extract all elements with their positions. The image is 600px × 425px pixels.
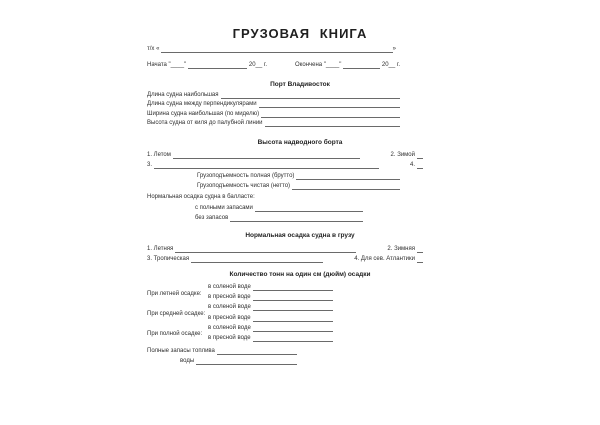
freeboard-summer-label: 1. Летом	[147, 152, 171, 158]
vessel-prefix-label: т/х «	[147, 46, 160, 52]
draft-winter-label: 2. Зимняя	[387, 246, 415, 252]
ship-height-blank	[265, 126, 400, 127]
tons-full-label: При полной осадке:	[147, 331, 203, 338]
draft-north-atlantic-blank	[417, 262, 423, 263]
ship-length-perpendiculars-blank	[259, 107, 400, 108]
tons-medium-fresh-line	[208, 315, 333, 322]
ballast-no-supplies-label: без запасов	[195, 214, 229, 221]
section-heading-tons-per-cm: Количество тонн на один см (дюйм) осадки	[229, 271, 371, 278]
ship-length-perpendiculars-label: Длина судна между перпендикулярами	[147, 101, 257, 108]
draft-tropical-field	[147, 256, 323, 263]
started-month-blank	[188, 68, 247, 69]
port-section	[147, 92, 423, 130]
fuel-supplies-label: Полные запасы топлива	[147, 348, 215, 354]
capacity-block	[147, 173, 423, 193]
ballast-no-supplies-blank	[230, 221, 363, 222]
vessel-suffix-label: »	[392, 46, 396, 52]
finished-label: Окончена "____"	[295, 62, 342, 68]
tons-summer-salt-blank	[253, 290, 333, 291]
section-heading-loaded-draft: Нормальная осадка судна в грузу	[245, 232, 355, 239]
ship-width-blank	[261, 117, 400, 118]
tons-medium-label: При средней осадке:	[147, 311, 206, 318]
loaded-draft-section	[147, 246, 423, 263]
finished-year-label: 20__ г.	[381, 62, 400, 68]
vessel-name-blank	[161, 52, 392, 53]
dates-spacer	[267, 62, 295, 69]
loaded-row-2	[147, 256, 423, 263]
tons-full-fresh-blank	[253, 341, 333, 342]
freeboard-3-blank	[154, 168, 379, 169]
freeboard-4-blank	[417, 168, 423, 169]
started-year-label: 20__ г.	[248, 62, 267, 68]
page-title: ГРУЗОВАЯ КНИГА	[232, 26, 368, 41]
capacity-gross-blank	[296, 179, 400, 180]
tons-medium-salt-blank	[253, 310, 333, 311]
fuel-supplies-blank	[217, 354, 297, 355]
ballast-no-supplies-line	[195, 215, 363, 222]
ballast-section	[147, 194, 423, 222]
vessel-name-line	[147, 46, 396, 53]
freeboard-section	[147, 152, 423, 169]
draft-summer-field	[147, 246, 356, 253]
loaded-row-1	[147, 246, 423, 253]
started-date-field	[147, 62, 267, 69]
tons-full-fresh-line	[208, 335, 333, 342]
draft-tropical-blank	[191, 262, 323, 263]
ship-length-perpendiculars-line	[147, 101, 400, 108]
tons-summer-fresh-blank	[253, 300, 333, 301]
finished-date-field	[295, 62, 400, 69]
tons-group-full	[147, 325, 423, 345]
ship-length-max-label: Длина судна наибольшая	[147, 92, 219, 98]
tons-full-salt-label: в соленой воде	[208, 324, 251, 331]
ballast-full-supplies-line	[195, 205, 363, 212]
draft-summer-blank	[175, 252, 356, 253]
freeboard-winter-field	[391, 152, 423, 159]
freeboard-3-label: 3.	[147, 162, 153, 168]
capacity-net-label: Грузоподъемность чистая (нетто)	[197, 183, 291, 190]
ballast-full-supplies-blank	[255, 211, 363, 212]
section-heading-freeboard: Высота надводного борта	[257, 139, 343, 146]
freeboard-winter-label: 2. Зимой	[390, 152, 415, 158]
draft-north-atlantic-field	[354, 256, 423, 263]
freeboard-row-2	[147, 162, 423, 169]
ballast-heading-label: Нормальная осадка судна в балласте:	[147, 194, 255, 200]
ballast-heading-line	[147, 194, 423, 201]
finished-month-blank	[343, 68, 379, 69]
tons-summer-salt-label: в соленой воде	[208, 284, 251, 290]
tons-per-cm-section	[147, 284, 423, 345]
tons-medium-salt-label: в соленой воде	[208, 304, 251, 311]
draft-winter-field	[387, 246, 423, 253]
tons-summer-fresh-label: в пресной воде	[208, 294, 251, 301]
ship-length-max-blank	[221, 98, 400, 99]
tons-full-fresh-label: в пресной воде	[208, 334, 251, 341]
ship-width-line	[147, 111, 400, 118]
water-supplies-line	[180, 358, 297, 365]
draft-tropical-label: 3. Тропическая	[147, 256, 190, 262]
tons-full-salt-blank	[253, 331, 333, 332]
capacity-net-blank	[292, 189, 400, 190]
section-heading-port: Порт Владивосток	[270, 81, 330, 88]
tons-group-medium	[147, 304, 423, 324]
ship-width-label: Ширина судна наибольшая (по миделю)	[147, 110, 260, 117]
fuel-supplies-line	[147, 348, 297, 355]
tons-summer-label: При летней осадке:	[147, 290, 202, 297]
freeboard-summer-field	[147, 152, 360, 159]
draft-summer-label: 1. Летняя	[147, 246, 174, 252]
ship-height-line	[147, 120, 400, 127]
freeboard-summer-blank	[173, 158, 360, 159]
tons-summer-fresh-line	[208, 294, 333, 301]
freeboard-4-label: 4.	[409, 162, 415, 168]
freeboard-3-field	[147, 162, 379, 169]
tons-medium-salt-line	[208, 304, 333, 311]
started-label: Начата "____"	[147, 62, 187, 68]
draft-north-atlantic-label: 4. Для сев. Атлантики	[354, 256, 415, 262]
capacity-net-line	[197, 183, 400, 190]
freeboard-4-field	[410, 162, 423, 169]
freeboard-row-1	[147, 152, 423, 159]
dates-line	[147, 62, 423, 69]
capacity-gross-label: Грузоподъемность полная (брутто)	[197, 173, 295, 179]
tons-medium-fresh-blank	[253, 321, 333, 322]
draft-winter-blank	[417, 252, 423, 253]
water-supplies-label: воды	[180, 358, 195, 365]
capacity-gross-line	[197, 173, 400, 180]
ship-length-max-line	[147, 92, 400, 99]
tons-summer-salt-line	[208, 284, 333, 291]
tons-group-summer	[147, 284, 423, 304]
freeboard-winter-blank	[417, 158, 423, 159]
tons-medium-fresh-label: в пресной воде	[208, 314, 251, 321]
tons-full-salt-line	[208, 325, 333, 332]
water-supplies-blank	[196, 364, 297, 365]
ship-height-label: Высота судна от киля до палубной линии	[147, 120, 263, 127]
ballast-full-supplies-label: с полными запасами	[195, 204, 253, 211]
supplies-section	[147, 348, 423, 365]
